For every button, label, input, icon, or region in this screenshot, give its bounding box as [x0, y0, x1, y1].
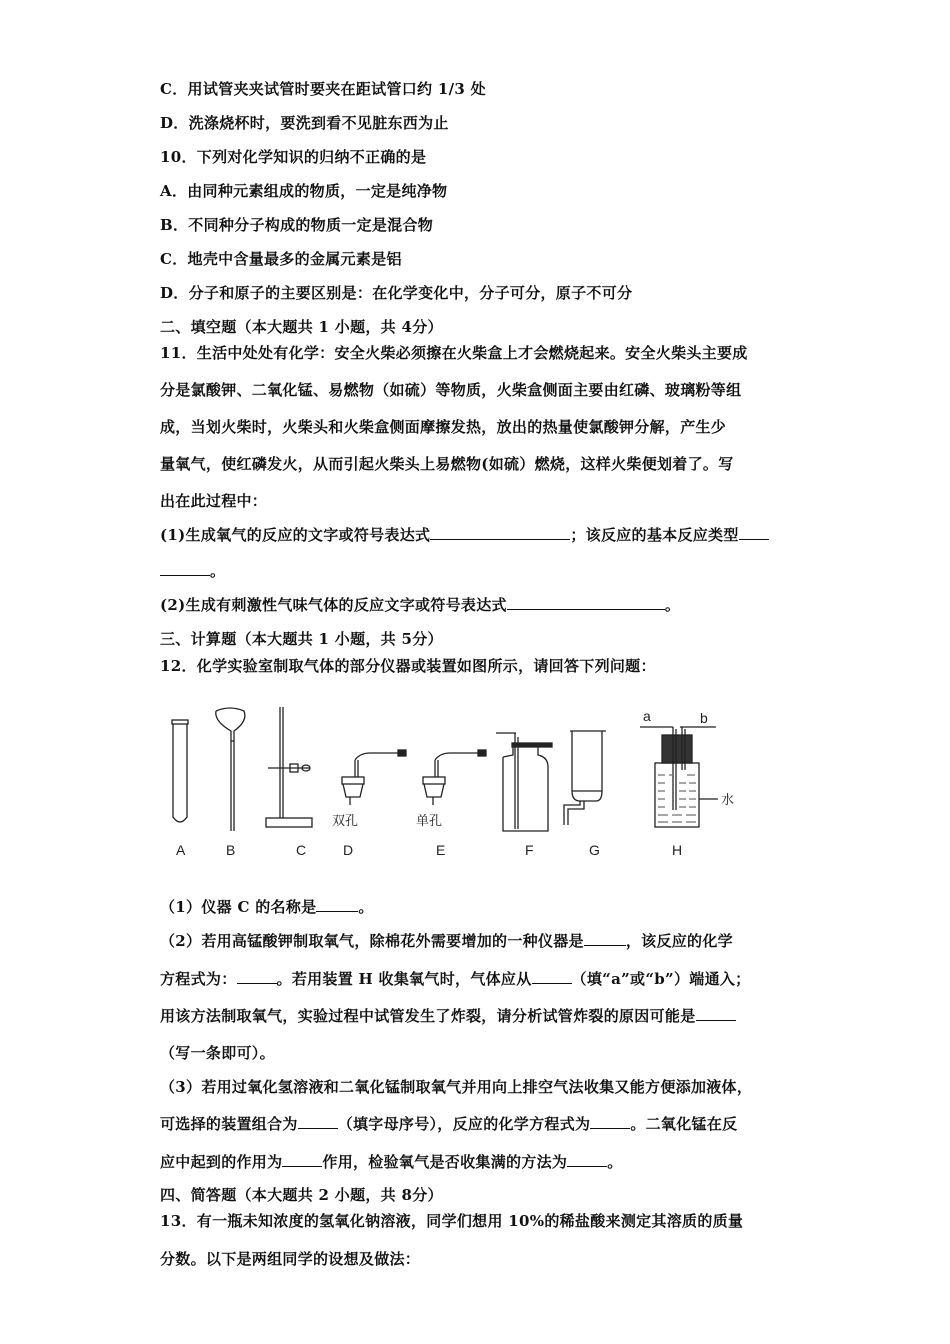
gas-collecting-bottle-G — [564, 731, 606, 825]
q12-part3-line2: 可选择的装置组合为 （填字母序号），反应的化学方程式为 。二氧化锰在反 — [160, 1115, 738, 1133]
q12-part2-line4: （写一条即可）。 — [160, 1044, 275, 1062]
question-13-line1: 13．有一瓶未知浓度的氢氧化钠溶液，同学们想用 10%的稀盐酸来测定其溶质的质量 — [160, 1212, 744, 1230]
option-b-q10: B．不同种分子构成的物质一定是混合物 — [160, 216, 434, 234]
option-a-q10: A．由同种元素组成的物质，一定是纯净物 — [160, 182, 448, 200]
question-12: 12．化学实验室制取气体的部分仪器或装置如图所示，请回答下列问题： — [160, 657, 656, 675]
double-hole-label: 双孔 — [332, 814, 359, 829]
q11-part2: (2)生成有刺激性气味气体的反应文字或符号表达式 。 — [160, 596, 681, 614]
question-11-line3: 成，当划火柴时，火柴头和火柴盒侧面摩擦发热，放出的热量使氯酸钾分解，产生少 — [160, 418, 727, 436]
water-hatching — [658, 775, 696, 822]
question-11-line4: 量氧气，使红磷发火，从而引起火柴头上易燃物(如硫）燃烧，这样火柴便划着了。写 — [160, 455, 734, 473]
apparatus-figure — [160, 705, 790, 865]
question-10: 10．下列对化学知识的归纳不正确的是 — [160, 148, 427, 166]
q12-part2-line2: 方程式为： 。若用装置 H 收集氧气时，气体应从 （填“a”或“b”）端通入； — [160, 970, 751, 988]
apparatus-diagram — [160, 705, 790, 865]
q11-part1-cont: 。 — [160, 560, 225, 581]
water-label: 水 — [721, 793, 735, 808]
q12-part3-line3: 应中起到的作用为 作用，检验氧气是否收集满的方法为 。 — [160, 1153, 623, 1171]
port-b-label: b — [700, 710, 708, 726]
section-4-heading: 四、简答题（本大题共 2 小题，共 8分） — [160, 1186, 443, 1204]
answer-blank[interactable] — [282, 1152, 322, 1167]
label-F: F — [525, 842, 534, 858]
gas-bottle-F — [496, 733, 552, 831]
option-d-q9: D．洗涤烧杯时，要洗到看不见脏东西为止 — [160, 114, 449, 132]
answer-blank[interactable] — [590, 1114, 630, 1129]
question-11-line5: 出在此过程中： — [160, 492, 268, 510]
label-A: A — [176, 842, 186, 858]
answer-blank[interactable] — [237, 969, 277, 984]
q11-part1: (1)生成氧气的反应的文字或符号表达式 ；该反应的基本反应类型 — [160, 524, 769, 545]
answer-blank[interactable] — [160, 561, 210, 576]
question-13-line2: 分数。以下是两组同学的设想及做法： — [160, 1250, 421, 1268]
q12-part1: （1）仪器 C 的名称是 。 — [160, 898, 374, 916]
answer-blank[interactable] — [316, 897, 358, 912]
single-hole-stopper-E — [423, 750, 486, 805]
option-c-q9: C．用试管夹夹试管时要夹在距试管口约 1/3 处 — [160, 80, 486, 98]
answer-blank[interactable] — [532, 969, 572, 984]
label-G: G — [589, 842, 600, 858]
double-hole-stopper-D — [342, 750, 406, 805]
q12-part2-line1: （2）若用高锰酸钾制取氧气，除棉花外需要增加的一种仪器是 ，该反应的化学 — [160, 932, 733, 950]
single-hole-label: 单孔 — [416, 814, 443, 829]
answer-blank[interactable] — [507, 595, 665, 610]
question-11-line1: 11．生活中处处有化学：安全火柴必须擦在火柴盒上才会燃烧起来。安全火柴头主要成 — [160, 344, 748, 362]
section-3-heading: 三、计算题（本大题共 1 小题，共 5分） — [160, 630, 443, 648]
q12-part3-line1: （3）若用过氧化氢溶液和二氧化锰制取氧气并用向上排空气法收集又能方便添加液体， — [160, 1078, 753, 1096]
long-neck-funnel-B — [216, 708, 245, 831]
answer-blank[interactable] — [298, 1114, 338, 1129]
option-d-q10: D．分子和原子的主要区别是：在化学变化中，分子可分，原子不可分 — [160, 284, 633, 302]
label-H: H — [672, 842, 683, 858]
answer-blank[interactable] — [739, 525, 769, 540]
label-E: E — [436, 842, 446, 858]
washing-bottle-H — [640, 727, 718, 827]
label-C: C — [296, 842, 307, 858]
answer-blank[interactable] — [584, 931, 626, 946]
option-c-q10: C．地壳中含量最多的金属元素是铝 — [160, 250, 402, 268]
answer-blank[interactable] — [696, 1006, 736, 1021]
section-2-heading: 二、填空题（本大题共 1 小题，共 4分） — [160, 318, 443, 336]
test-tube-A — [172, 720, 188, 822]
answer-blank[interactable] — [430, 525, 570, 540]
q12-part2-line3: 用该方法制取氧气，实验过程中试管发生了炸裂，请分析试管炸裂的原因可能是 — [160, 1005, 736, 1026]
answer-blank[interactable] — [567, 1152, 607, 1167]
label-B: B — [226, 842, 236, 858]
question-11-line2: 分是氯酸钾、二氧化锰、易燃物（如硫）等物质，火柴盒侧面主要由红磷、玻璃粉等组 — [160, 381, 742, 399]
port-a-label: a — [643, 708, 651, 724]
iron-stand-C — [266, 707, 312, 827]
label-D: D — [343, 842, 354, 858]
